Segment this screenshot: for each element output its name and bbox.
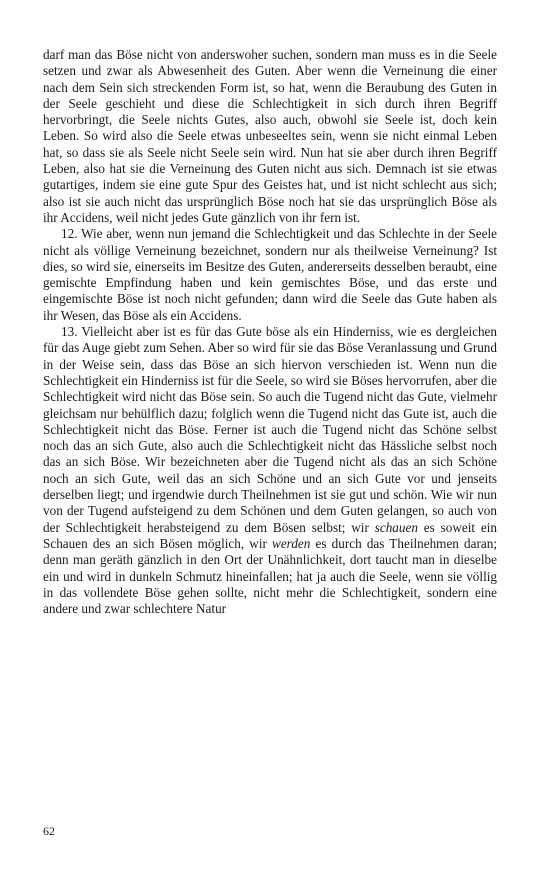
page-number: 62 bbox=[43, 824, 55, 838]
emphasis-werden: werden bbox=[272, 535, 311, 551]
paragraph-13-part-1: 13. Vielleicht aber ist es für das Gute böse als ein Hinderniss, wie es dergleichen für das Auge giebt zum Sehen. Aber so wird für sie das Böse Veranlassung und Grund in der Weise sein, dass das Böse an sich hiervon verschieden ist. Wenn nun die Schlechtigkeit ein Hinderniss ist für die Seele, so wird sie Böses hervorrufen, aber die Schlechtigkeit wird nicht das Böse sein. So auch die Tugend nicht das Gute, vielmehr gleichsam nur behülflich dazu; folglich wenn die Tugend nicht das Gute ist, auch die Schlechtigkeit nicht das Böse. Ferner ist auch die Tugend nicht das Schöne selbst noch das an sich Gute, also auch die Schlechtigkeit nicht das Hässliche selbst noch das an sich Böse. Wir bezeichneten aber die Tugend nicht als das an sich Schöne noch an sich Gute, weil das an sich Schöne und an sich Gute vor und jenseits derselben liegt; und irgendwie durch Theilnehmen ist sie gut und schön. Wie wir nun von der Tugend aufsteigend zu dem Schönen und dem Guten gelangen, so auch von der Schlechtigkeit herabsteigend zu dem Bösen selbst; wir bbox=[43, 324, 497, 535]
paragraph-13-part-2: es soweit ein Schauen des an sich Bösen möglich, wir bbox=[43, 519, 497, 551]
paragraph-13-part-3: es durch das Theilnehmen daran; denn man geräth gänzlich in den Ort der Unähnlichkeit, dort taucht man in dieselbe ein und wird in dunkeln Schmutz hineinfallen; hat ja auch die Seele, wenn sie völlig in das vollendete Böse gehen sollte, nicht mehr die Schlechtigkeit, sondern eine andere und zwar schlechtere Natur bbox=[43, 535, 497, 617]
paragraph-13 bbox=[43, 324, 497, 617]
body-text bbox=[43, 47, 497, 617]
emphasis-schauen: schauen bbox=[374, 519, 418, 535]
paragraph-12: 12. Wie aber, wenn nun jemand die Schlechtigkeit und das Schlechte in der Seele nicht als völlige Verneinung bezeichnet, sondern nur als theilweise Verneinung? Ist dies, so wird sie, einerseits im Besitze des Guten, andererseits desselben beraubt, eine gemischte Empfindung haben und kein gemischtes Böse, und das erste und eingemischte Böse ist noch nicht gefunden; dann wird die Seele das Gute haben als ihr Wesen, das Böse als ein Accidens. bbox=[43, 226, 497, 323]
paragraph-1: darf man das Böse nicht von anderswoher suchen, sondern man muss es in die Seele setzen und zwar als Abwesenheit des Guten. Aber wenn die Verneinung die einer nach dem Sein sich streckenden Form ist, so hat, wenn die Beraubung des Guten in der Seele geschieht und diese die Schlechtigkeit in sich durch ihren Begriff hervorbringt, die Seele nichts Gutes, also auch, obwohl sie Seele ist, doch kein Leben. So wird also die Seele etwas unbeseeltes sein, wenn sie nicht einmal Leben hat, so dass sie als Seele nicht Seele sein wird. Nun hat sie aber durch ihren Begriff Leben, also hat sie die Verneinung des Guten nicht aus sich. Demnach ist sie etwas gutartiges, indem sie eine gute Spur des Geistes hat, und ist nicht schlecht aus sich; also ist sie auch nicht das ursprünglich Böse noch hat sie das ursprünglich Böse als ihr Accidens, weil nicht jedes Gute gänzlich von ihr fern ist. bbox=[43, 47, 497, 225]
